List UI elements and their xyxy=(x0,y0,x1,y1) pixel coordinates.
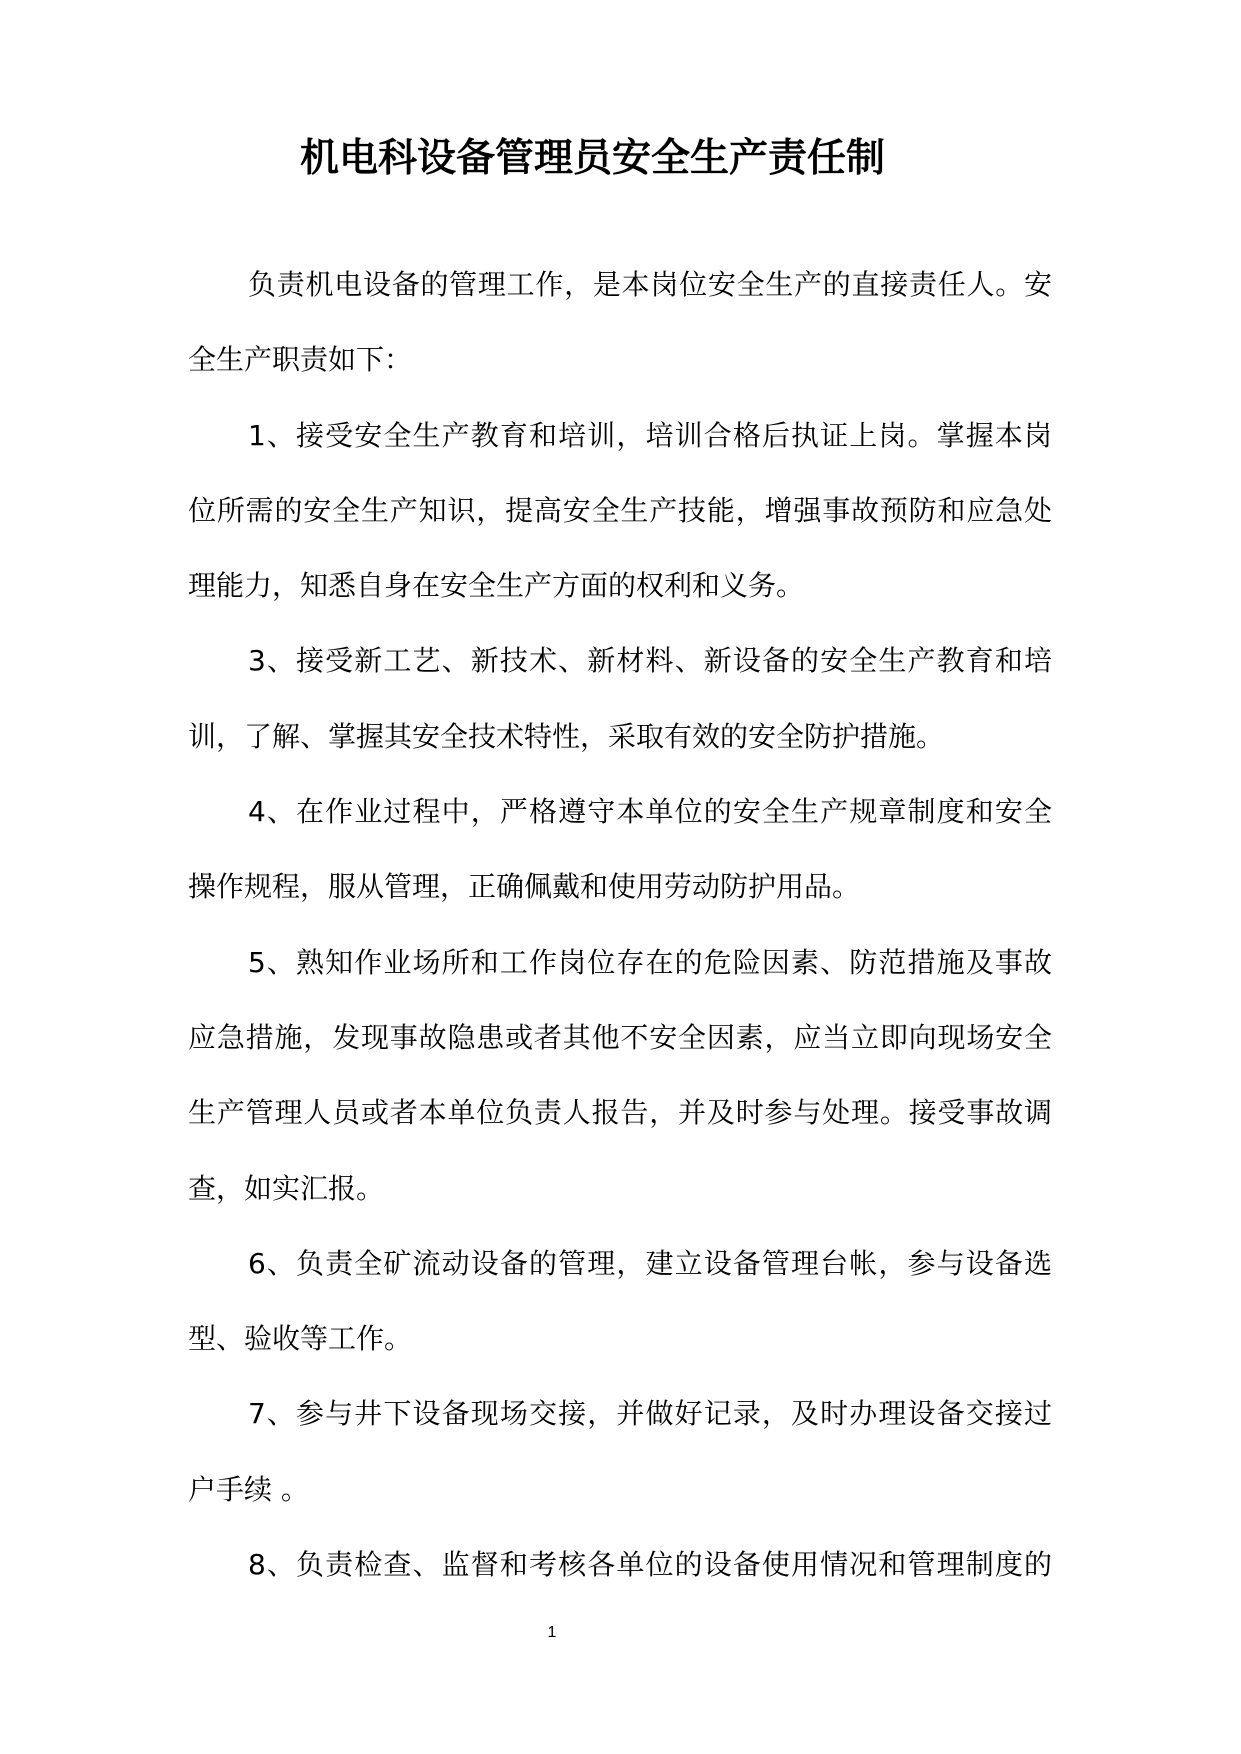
paragraph-line: 1、接受安全生产教育和培训，培训合格后执证上岗。掌握本岗 xyxy=(248,418,1052,452)
paragraph xyxy=(188,925,1052,1226)
paragraph xyxy=(188,1226,1052,1377)
page-number: 1 xyxy=(547,1624,557,1641)
paragraph xyxy=(188,774,1052,925)
document-body xyxy=(188,247,1052,1602)
paragraph-line: 4、在作业过程中，严格遵守本单位的安全生产规章制度和安全 xyxy=(248,795,1052,829)
paragraph xyxy=(188,1376,1052,1527)
paragraph-line: 位所需的安全生产知识，提高安全生产技能，增强事故预防和应急处 xyxy=(188,493,1052,527)
paragraph-line: 全生产职责如下： xyxy=(188,343,413,377)
paragraph-line: 5、熟知作业场所和工作岗位存在的危险因素、防范措施及事故 xyxy=(248,945,1052,979)
document-title: 机电科设备管理员安全生产责任制 xyxy=(299,135,885,181)
paragraph-line: 6、负责全矿流动设备的管理，建立设备管理台帐，参与设备选 xyxy=(248,1246,1052,1280)
paragraph-line: 理能力，知悉自身在安全生产方面的权利和义务。 xyxy=(188,569,805,603)
paragraph xyxy=(188,398,1052,624)
paragraph-line: 型、验收等工作。 xyxy=(188,1322,413,1356)
paragraph-line: 应急措施，发现事故隐患或者其他不安全因素，应当立即向现场安全 xyxy=(188,1020,1052,1054)
paragraph xyxy=(188,623,1052,774)
paragraph-line: 操作规程，服从管理，正确佩戴和使用劳动防护用品。 xyxy=(188,870,861,904)
paragraph-line: 8、负责检查、监督和考核各单位的设备使用情况和管理制度的 xyxy=(248,1548,1052,1582)
paragraph-line: 负责机电设备的管理工作，是本岗位安全生产的直接责任人。安 xyxy=(248,268,1052,301)
paragraph-line: 7、参与井下设备现场交接，并做好记录，及时办理设备交接过 xyxy=(248,1397,1052,1431)
paragraph-line: 生产管理人员或者本单位负责人报告，并及时参与处理。接受事故调 xyxy=(188,1096,1052,1130)
paragraph xyxy=(188,247,1052,398)
paragraph-line: 3、接受新工艺、新技术、新材料、新设备的安全生产教育和培 xyxy=(248,644,1052,678)
paragraph-line: 户手续 。 xyxy=(188,1472,309,1506)
paragraph-line: 查，如实汇报。 xyxy=(188,1171,385,1205)
paragraph xyxy=(188,1527,1052,1602)
paragraph-line: 训，了解、掌握其安全技术特性，采取有效的安全防护措施。 xyxy=(188,719,945,753)
